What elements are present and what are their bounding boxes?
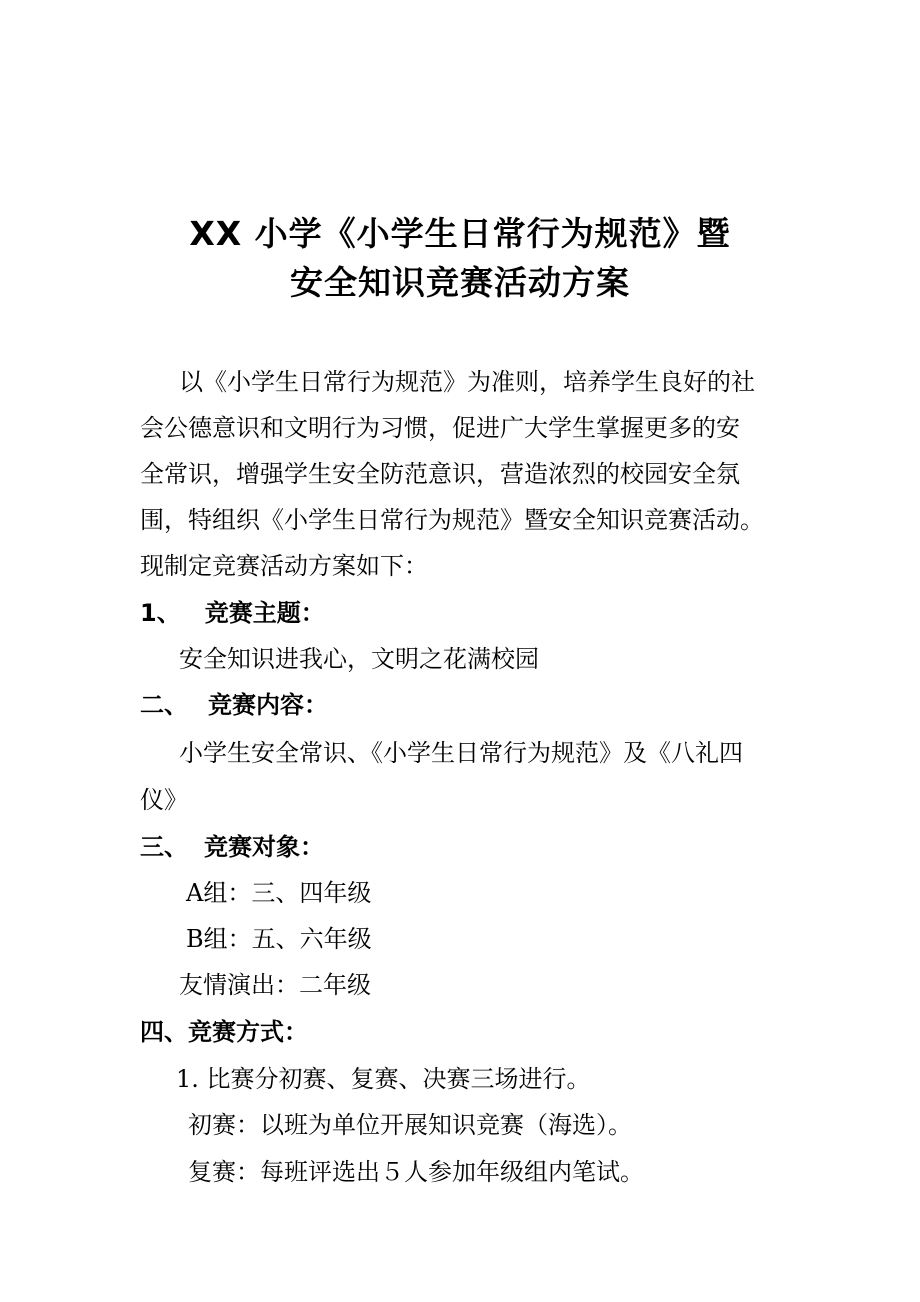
section-3-item-a: A组：三、四年级 xyxy=(186,879,372,907)
intro-line-3: 全常识，增强学生安全防范意识，营造浓烈的校园安全氛 xyxy=(140,460,740,488)
intro-line-5: 现制定竞赛活动方案如下： xyxy=(140,552,428,580)
section-1-heading xyxy=(140,597,325,629)
section-4-item-1: 1. 比赛分初赛、复赛、决赛三场进行。 xyxy=(176,1065,591,1093)
intro-line-1: 以《小学生日常行为规范》为准则，培养学生良好的社 xyxy=(179,368,755,396)
intro-line-2: 会公德意识和文明行为习惯，促进广大学生掌握更多的安 xyxy=(140,414,740,442)
section-2-content-line-1: 小学生安全常识、《小学生日常行为规范》及《八礼四 xyxy=(179,739,743,767)
section-2-title: 竞赛内容： xyxy=(208,691,328,719)
intro-line-4: 围，特组织《小学生日常行为规范》暨安全知识竞赛活动。 xyxy=(140,506,764,534)
section-3-item-guest: 友情演出：二年级 xyxy=(179,971,371,999)
section-3-number: 三、 xyxy=(140,833,188,861)
section-3-heading xyxy=(140,831,324,863)
section-1-content: 安全知识进我心，文明之花满校园 xyxy=(179,645,539,673)
section-2-number: 二、 xyxy=(140,691,188,719)
section-4-heading: 四、竞赛方式： xyxy=(140,1018,308,1046)
section-1-number: 1、 xyxy=(140,599,181,627)
section-2-heading xyxy=(140,689,328,721)
document-title-line-1: XX 小学《小学生日常行为规范》暨 xyxy=(189,214,731,253)
section-4-item-semifinal: 复赛：每班评选出５人参加年级组内笔试。 xyxy=(188,1158,644,1186)
document-title-line-2: 安全知识竞赛活动方案 xyxy=(290,263,630,302)
section-1-title: 竞赛主题： xyxy=(204,599,325,627)
section-2-content-line-2: 仪》 xyxy=(140,786,188,814)
section-3-title: 竞赛对象： xyxy=(204,833,324,861)
section-3-item-b: B组：五、六年级 xyxy=(186,925,372,953)
section-4-item-preliminary: 初赛：以班为单位开展知识竞赛（海选）。 xyxy=(188,1111,632,1139)
